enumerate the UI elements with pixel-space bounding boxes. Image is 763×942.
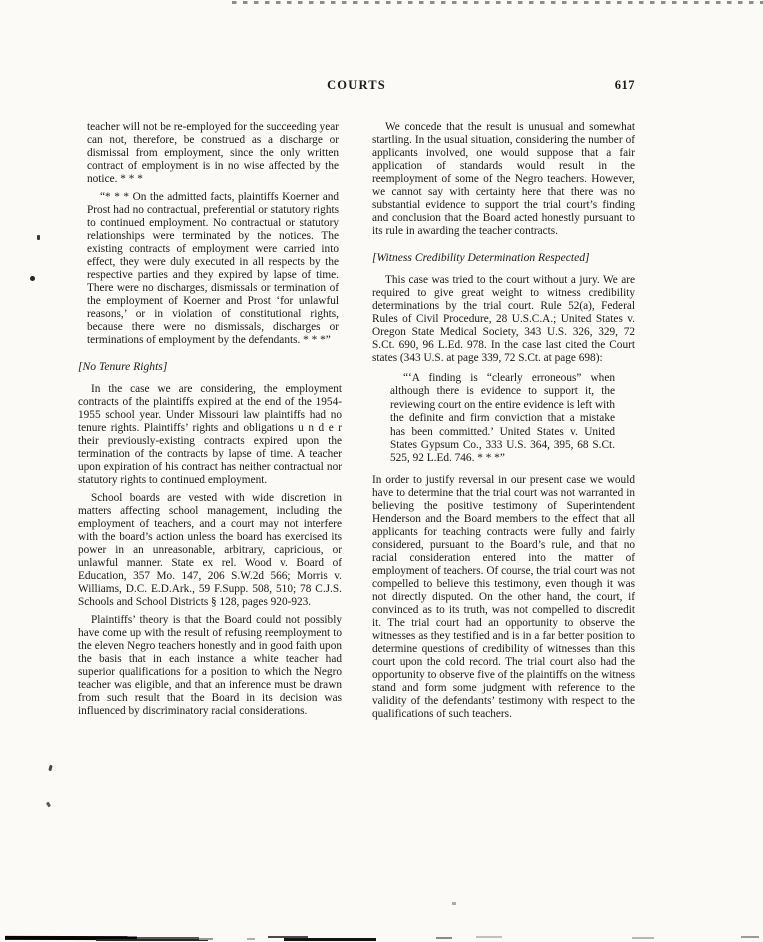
scan-artifact-smudge [632, 937, 654, 939]
paragraph: This case was tried to the court without a jury. We are required to give great weight to witness credibility determinations by the trial court. Rule 52(a), Federal Rules of Civil Procedure, 28 U.S.C.A.; United States v. Oregon State Medical Society, 343 U.S. 326, 329, 72 S.Ct. 690, 96 L.Ed. 978. In the case last cited the Court states (343 U.S. at page 339, 72 S.Ct. at page 698): [372, 274, 635, 364]
paragraph-quoted-continuation: teacher will not be re-employed for the succeeding year can not, therefore, be construed as a discharge or dismissal from employment, since the only written contract of employment is in no wise affected by the notice. * * * [87, 121, 339, 185]
paragraph: We concede that the result is unusual and somewhat startling. In the usual situation, considering the number of applicants involved, one would suppose that a fair application of standards would result in the reemployment of some of the Negro teachers. However, we cannot say with certainty here that there was no substantial evidence to support the trial court’s finding and conclusion that the Board acted honestly pursuant to its rule in awarding the teacher contracts. [372, 121, 635, 237]
scan-artifact-smudge [284, 938, 376, 941]
scan-artifact-smudge [741, 936, 759, 938]
scan-artifact-speck [452, 902, 456, 905]
page-header [78, 78, 635, 94]
scan-artifact-smudge [247, 938, 255, 940]
scan-artifact-top-dotted-line [232, 1, 763, 4]
scan-artifact-smudge [476, 936, 502, 938]
scan-artifact-smudge [96, 939, 208, 941]
scan-artifact-smudge [137, 937, 199, 939]
scan-artifact-speck [37, 235, 40, 240]
blockquote-citation: “‘A finding is “clearly erroneous” when although there is evidence to support it, the reviewing court on the entire evidence is left with the definite and firm conviction that a mistake has been committed.’ United States v. United States Gypsum Co., 333 U.S. 364, 395, 68 S.Ct. 525, 92 L.Ed. 746. * * *” [390, 372, 615, 465]
paragraph-quoted: “* * * On the admitted facts, plaintiffs Koerner and Prost had no contractual, preferential or statutory rights to continued employment. No contractual or statutory relationships were terminated by the notices. The existing contracts of employment were carried into effect, they were duly executed in all respects by the respective parties and they expired by lapse of time. There were no discharges, dismissals or termination of the employment of Koerner and Prost ‘for unlawful reasons,’ or in violation of constitutional rights, because there were no dismissals, discharges or terminations of employment by the defendants. * * *” [87, 191, 339, 346]
paragraph: Plaintiffs’ theory is that the Board could not possibly have come up with the result of refusing reemployment to the eleven Negro teachers honestly and in good faith upon the basis that in each instance a white teacher had superior qualifications for a position to which the Negro teacher was eligible, and that an inference must be drawn from such result that the Board in its decision was influenced by discriminatory racial considerations. [78, 614, 342, 717]
paragraph: In the case we are considering, the employment contracts of the plaintiffs expired at the end of the 1954-1955 school year. Under Missouri law plaintiffs had no tenure rights. Plaintiffs’ rights and obligations u n d e r their previously-existing contracts expired upon the termination of the contracts by lapse of time. A teacher upon expiration of his contract has neither contractual nor statutory rights to continued employment. [78, 383, 342, 486]
section-heading-no-tenure-rights: [No Tenure Rights] [78, 360, 168, 373]
right-column [372, 121, 635, 726]
scan-artifact-smudge [199, 938, 213, 940]
scan-artifact-smudge [436, 937, 452, 939]
page-number: 617 [614, 78, 635, 92]
paragraph: In order to justify reversal in our present case we would have to determine that the trial court was not warranted in believing the positive testimony of Superintendent Henderson and the Board members to the effect that all applicants for teaching contracts were fully and fairly considered, pursuant to the Board’s rule, and that no racial consideration entered into the matter of employment of teachers. Of course, the trial court was not compelled to believe this testimony, even though it was not directly disputed. On the other hand, the court, if convinced as to its truth, was not compelled to discredit it. The trial court had an opportunity to observe the witnesses as they testified and is in a far better position to determine questions of credibility of witnesses than this court upon the cold record. The trial court also had the opportunity to observe five of the plaintiffs on the witness stand and form some judgment with reference to the validity of the defendants’ testimony with respect to the qualifications of such teachers. [372, 473, 635, 720]
section-heading-witness-credibility: [Witness Credibility Determination Respected] [372, 251, 590, 264]
scan-artifact-speck [46, 802, 51, 808]
scan-artifact-speck [30, 276, 35, 281]
paragraph: School boards are vested with wide discretion in matters affecting school management, including the employment of teachers, and a court may not interfere with the board’s action unless the board has exercised its power in an unreasonable, arbitrary, capricious, or unlawful manner. State ex rel. Wood v. Board of Education, 357 Mo. 147, 206 S.W.2d 566; Morris v. Williams, D.C. E.D.Ark., 59 F.Supp. 508, 510; 78 C.J.S. Schools and School Districts § 128, pages 920-923. [78, 492, 342, 608]
running-head-title: COURTS [327, 78, 386, 92]
scan-artifact-speck [48, 765, 52, 772]
left-column [78, 121, 342, 723]
